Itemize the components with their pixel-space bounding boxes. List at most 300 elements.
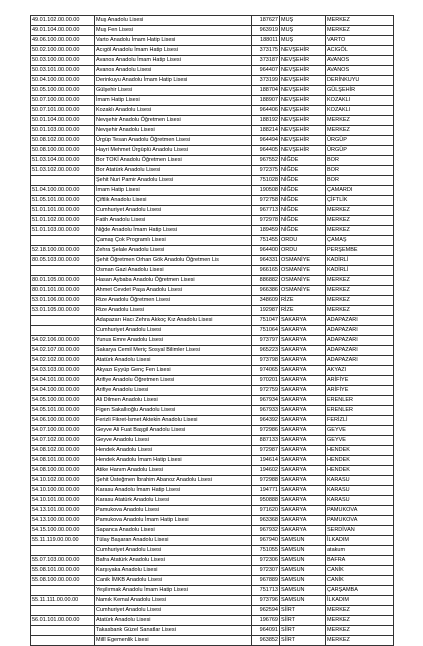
school-code-cell	[31, 586, 95, 596]
table-row	[31, 106, 394, 116]
district-cell: AVANOS	[326, 66, 394, 76]
province-cell: SAKARYA	[280, 516, 326, 526]
school-name-cell: İmam Hatip Lisesi	[95, 186, 252, 196]
school-name-cell: Pamukova Anadolu Lisesi	[95, 506, 252, 516]
province-cell: SAKARYA	[280, 386, 326, 396]
province-cell: MUŞ	[280, 16, 326, 26]
institution-number-cell: 964406	[252, 106, 280, 116]
table-row	[31, 496, 394, 506]
province-cell: SAKARYA	[280, 356, 326, 366]
district-cell: MERKEZ	[326, 276, 394, 286]
institution-number-cell: 966386	[252, 286, 280, 296]
district-cell: KARASU	[326, 486, 394, 496]
district-cell: KADİRLİ	[326, 256, 394, 266]
district-cell: ÇİFTLİK	[326, 196, 394, 206]
district-cell: MERKEZ	[326, 16, 394, 26]
province-cell: NEVŞEHİR	[280, 56, 326, 66]
institution-number-cell: 194614	[252, 456, 280, 466]
institution-number-cell: 373199	[252, 76, 280, 86]
institution-number-cell: 972988	[252, 476, 280, 486]
institution-number-cell: 967552	[252, 156, 280, 166]
school-name-cell: Karasu Anadolu İmam Hatip Lisesi	[95, 486, 252, 496]
district-cell: HENDEK	[326, 466, 394, 476]
district-cell: KOZAKLI	[326, 106, 394, 116]
institution-number-cell: 950888	[252, 496, 280, 506]
school-code-cell: 80.05.103.00.00.00	[31, 256, 95, 266]
table-row	[31, 416, 394, 426]
province-cell: SAMSUN	[280, 546, 326, 556]
province-cell: SAKARYA	[280, 346, 326, 356]
district-cell: MERKEZ	[326, 286, 394, 296]
school-name-cell: Atatürk Anadolu Lisesi	[95, 616, 252, 626]
district-cell: ADAPAZARI	[326, 356, 394, 366]
institution-number-cell: 967940	[252, 536, 280, 546]
table-row	[31, 366, 394, 376]
province-cell: SAKARYA	[280, 506, 326, 516]
school-code-cell	[31, 176, 95, 186]
school-code-cell: 54.02.106.00.00.00	[31, 336, 95, 346]
district-cell: ÜRGÜP	[326, 146, 394, 156]
school-name-cell: Muş Fen Lisesi	[95, 26, 252, 36]
table-row	[31, 626, 394, 636]
school-name-cell: Cumhuriyet Anadolu Lisesi	[95, 206, 252, 216]
institution-number-cell: 194771	[252, 486, 280, 496]
table-row	[31, 66, 394, 76]
province-cell: NİĞDE	[280, 186, 326, 196]
province-cell: SİİRT	[280, 636, 326, 646]
institution-number-cell: 751455	[252, 236, 280, 246]
table-row	[31, 476, 394, 486]
province-cell: SAKARYA	[280, 366, 326, 376]
district-cell: SERDİVAN	[326, 526, 394, 536]
table-row	[31, 86, 394, 96]
institution-number-cell: 967932	[252, 526, 280, 536]
table-row	[31, 636, 394, 646]
institution-number-cell: 751028	[252, 176, 280, 186]
province-cell: SAKARYA	[280, 376, 326, 386]
table-row	[31, 566, 394, 576]
school-name-cell: Sakarya Cemil Meriç Sosyal Bilimler Lisesi	[95, 346, 252, 356]
school-code-cell: 54.07.100.00.00.00	[31, 426, 95, 436]
school-code-cell	[31, 326, 95, 336]
institution-number-cell: 190508	[252, 186, 280, 196]
table-row	[31, 256, 394, 266]
school-code-cell: 54.10.101.00.00.00	[31, 496, 95, 506]
district-cell: AKYAZI	[326, 366, 394, 376]
table-row	[31, 616, 394, 626]
school-name-cell: Takasbank Güzel Sanatlar Lisesi	[95, 626, 252, 636]
table-row	[31, 506, 394, 516]
table-row	[31, 96, 394, 106]
province-cell: NEVŞEHİR	[280, 66, 326, 76]
institution-number-cell: 964405	[252, 146, 280, 156]
table-row	[31, 516, 394, 526]
table-row	[31, 576, 394, 586]
school-name-cell: Hendek Anadolu Lisesi	[95, 446, 252, 456]
school-code-cell	[31, 606, 95, 616]
school-name-cell: Niğde Anadolu İmam Hatip Lisesi	[95, 226, 252, 236]
province-cell: NİĞDE	[280, 196, 326, 206]
table-row	[31, 196, 394, 206]
school-code-cell: 55.11.119.00.00.00	[31, 536, 95, 546]
province-cell: NEVŞEHİR	[280, 106, 326, 116]
district-cell: ACIGÖL	[326, 46, 394, 56]
table-row	[31, 236, 394, 246]
school-code-cell: 54.02.102.00.00.00	[31, 356, 95, 366]
table-row	[31, 336, 394, 346]
province-cell: SAMSUN	[280, 536, 326, 546]
school-name-cell: Şehit Üsteğmen İbrahim Abanoz Anadolu Lisesi	[95, 476, 252, 486]
district-cell: ADAPAZARI	[326, 326, 394, 336]
province-cell: SAKARYA	[280, 446, 326, 456]
province-cell: MUŞ	[280, 36, 326, 46]
province-cell: NEVŞEHİR	[280, 96, 326, 106]
institution-number-cell: 964407	[252, 66, 280, 76]
table-row	[31, 146, 394, 156]
district-cell: PAMUKOVA	[326, 516, 394, 526]
province-cell: RİZE	[280, 296, 326, 306]
district-cell: HENDEK	[326, 446, 394, 456]
institution-number-cell: 373175	[252, 46, 280, 56]
school-name-cell: Cumhuriyet Anadolu Lisesi	[95, 326, 252, 336]
province-cell: RİZE	[280, 306, 326, 316]
district-cell: KARASU	[326, 476, 394, 486]
province-cell: SAMSUN	[280, 566, 326, 576]
district-cell: PERŞEMBE	[326, 246, 394, 256]
district-cell: ERENLER	[326, 406, 394, 416]
school-name-cell: Hasan Aybaba Anadolu Öğretmen Lisesi	[95, 276, 252, 286]
district-cell: ADAPAZARI	[326, 336, 394, 346]
province-cell: OSMANİYE	[280, 256, 326, 266]
school-code-cell	[31, 316, 95, 326]
province-cell: SAKARYA	[280, 476, 326, 486]
school-table-body	[31, 16, 394, 646]
table-row	[31, 606, 394, 616]
institution-number-cell: 967933	[252, 406, 280, 416]
school-code-cell: 80.01.105.00.00.00	[31, 276, 95, 286]
institution-number-cell: 751713	[252, 586, 280, 596]
province-cell: SAMSUN	[280, 586, 326, 596]
school-code-cell: 54.05.100.00.00.00	[31, 396, 95, 406]
district-cell: BOR	[326, 166, 394, 176]
province-cell: SAKARYA	[280, 466, 326, 476]
school-code-cell: 51.01.102.00.00.00	[31, 216, 95, 226]
institution-number-cell: 972307	[252, 566, 280, 576]
school-code-cell: 54.10.102.00.00.00	[31, 476, 95, 486]
institution-number-cell: 188192	[252, 116, 280, 126]
school-code-cell: 53.01.105.00.00.00	[31, 306, 95, 316]
school-name-cell: Tülay Başaran Anadolu Lisesi	[95, 536, 252, 546]
institution-number-cell: 886882	[252, 276, 280, 286]
province-cell: NİĞDE	[280, 156, 326, 166]
school-code-cell: 54.06.100.00.00.00	[31, 416, 95, 426]
school-code-cell: 80.01.101.00.00.00	[31, 286, 95, 296]
institution-number-cell: 964331	[252, 256, 280, 266]
school-code-cell: 54.04.101.00.00.00	[31, 376, 95, 386]
table-row	[31, 176, 394, 186]
school-name-cell: Rize Anadolu Öğretmen Lisesi	[95, 296, 252, 306]
province-cell: NEVŞEHİR	[280, 46, 326, 56]
table-row	[31, 396, 394, 406]
table-row	[31, 326, 394, 336]
school-code-cell: 50.03.100.00.00.00	[31, 56, 95, 66]
school-code-cell	[31, 626, 95, 636]
institution-number-cell: 751055	[252, 546, 280, 556]
school-name-cell: Millî Egemenlik Lisesi	[95, 636, 252, 646]
district-cell: BAFRA	[326, 556, 394, 566]
province-cell: SİİRT	[280, 616, 326, 626]
institution-number-cell: 373187	[252, 56, 280, 66]
institution-number-cell: 188011	[252, 36, 280, 46]
institution-number-cell: 963852	[252, 636, 280, 646]
institution-number-cell: 189459	[252, 226, 280, 236]
school-code-cell: 50.07.100.00.00.00	[31, 96, 95, 106]
district-cell: MERKEZ	[326, 606, 394, 616]
province-cell: SAKARYA	[280, 396, 326, 406]
institution-number-cell: 967889	[252, 576, 280, 586]
district-cell: ÇAMARDI	[326, 186, 394, 196]
institution-number-cell: 188704	[252, 86, 280, 96]
school-code-cell: 54.13.101.00.00.00	[31, 506, 95, 516]
table-row	[31, 296, 394, 306]
table-row	[31, 346, 394, 356]
school-code-cell: 56.01.101.00.00.00	[31, 616, 95, 626]
table-row	[31, 56, 394, 66]
school-code-cell: 50.04.100.00.00.00	[31, 76, 95, 86]
table-row	[31, 46, 394, 56]
table-row	[31, 286, 394, 296]
province-cell: SAKARYA	[280, 316, 326, 326]
table-row	[31, 306, 394, 316]
province-cell: NİĞDE	[280, 206, 326, 216]
district-cell: ÇARŞAMBA	[326, 586, 394, 596]
province-cell: SAKARYA	[280, 326, 326, 336]
district-cell: GÜLŞEHİR	[326, 86, 394, 96]
district-cell: PAMUKOVA	[326, 506, 394, 516]
province-cell: OSMANİYE	[280, 276, 326, 286]
district-cell: VARTO	[326, 36, 394, 46]
province-cell: NEVŞEHİR	[280, 146, 326, 156]
school-name-cell: Atatürk Anadolu Lisesi	[95, 356, 252, 366]
table-row	[31, 246, 394, 256]
school-code-cell: 51.03.102.00.00.00	[31, 166, 95, 176]
school-name-cell: Yeşilırmak Anadolu İmam Hatip Lisesi	[95, 586, 252, 596]
district-cell: FERİZLİ	[326, 416, 394, 426]
school-name-cell: Canik İMKB Anadolu Lisesi	[95, 576, 252, 586]
school-name-cell: Gülşehir Lisesi	[95, 86, 252, 96]
school-code-cell	[31, 236, 95, 246]
school-name-cell: Namık Kemal Anadolu Lisesi	[95, 596, 252, 606]
institution-number-cell: 973797	[252, 336, 280, 346]
institution-number-cell: 194602	[252, 466, 280, 476]
table-row	[31, 16, 394, 26]
province-cell: SİİRT	[280, 606, 326, 616]
district-cell: BOR	[326, 176, 394, 186]
school-name-cell: Atike Hanım Anadolu Lisesi	[95, 466, 252, 476]
institution-number-cell: 188907	[252, 96, 280, 106]
table-row	[31, 206, 394, 216]
province-cell: NİĞDE	[280, 176, 326, 186]
institution-number-cell: 964494	[252, 136, 280, 146]
institution-number-cell: 963368	[252, 516, 280, 526]
table-row	[31, 526, 394, 536]
school-name-cell: Pamukova Anadolu İmam Hatip Lisesi	[95, 516, 252, 526]
school-name-cell: İmam Hatip Lisesi	[95, 96, 252, 106]
institution-number-cell: 966165	[252, 266, 280, 276]
table-row	[31, 406, 394, 416]
province-cell: OSMANİYE	[280, 266, 326, 276]
school-code-cell: 50.01.104.00.00.00	[31, 116, 95, 126]
table-row	[31, 586, 394, 596]
institution-number-cell: 972306	[252, 556, 280, 566]
province-cell: SAKARYA	[280, 436, 326, 446]
table-row	[31, 226, 394, 236]
school-code-cell	[31, 636, 95, 646]
school-name-cell: Ürgüp Tesan Anadolu Öğretmen Lisesi	[95, 136, 252, 146]
school-code-cell: 55.08.101.00.00.00	[31, 566, 95, 576]
district-cell: MERKEZ	[326, 636, 394, 646]
school-name-cell: Hendek Anadolu İmam Hatip Lisesi	[95, 456, 252, 466]
province-cell: SAKARYA	[280, 426, 326, 436]
district-cell: MERKEZ	[326, 206, 394, 216]
school-code-cell: 51.04.100.00.00.00	[31, 186, 95, 196]
school-code-cell: 49.01.102.00.00.00	[31, 16, 95, 26]
table-row	[31, 466, 394, 476]
district-cell: ÇAMAŞ	[326, 236, 394, 246]
school-code-cell: 53.01.106.00.00.00	[31, 296, 95, 306]
table-row	[31, 76, 394, 86]
district-cell: ARİFİYE	[326, 376, 394, 386]
school-name-cell: Kozaklı Anadolu Lisesi	[95, 106, 252, 116]
district-cell: MERKEZ	[326, 306, 394, 316]
district-cell: MERKEZ	[326, 616, 394, 626]
table-row	[31, 546, 394, 556]
school-name-cell: Avanos Anadolu Lisesi	[95, 66, 252, 76]
school-name-cell: Çiftlik Anadolu Lisesi	[95, 196, 252, 206]
school-code-cell: 54.08.100.00.00.00	[31, 466, 95, 476]
institution-number-cell: 348609	[252, 296, 280, 306]
district-cell: GEYVE	[326, 426, 394, 436]
school-code-cell	[31, 546, 95, 556]
school-name-cell: Bafra Atatürk Anadolu Lisesi	[95, 556, 252, 566]
institution-number-cell: 962594	[252, 606, 280, 616]
school-code-cell: 54.03.103.00.00.00	[31, 366, 95, 376]
district-cell: atakum	[326, 546, 394, 556]
institution-number-cell: 964392	[252, 416, 280, 426]
province-cell: SAKARYA	[280, 486, 326, 496]
province-cell: SAKARYA	[280, 416, 326, 426]
institution-number-cell: 972987	[252, 446, 280, 456]
province-cell: SAMSUN	[280, 576, 326, 586]
institution-number-cell: 963919	[252, 26, 280, 36]
table-row	[31, 166, 394, 176]
table-row	[31, 36, 394, 46]
school-name-cell: Zehra Şelale Anadolu Lisesi	[95, 246, 252, 256]
district-cell: MERKEZ	[326, 296, 394, 306]
school-name-cell: Rize Anadolu Lisesi	[95, 306, 252, 316]
table-row	[31, 276, 394, 286]
school-name-cell: Akyazı Eyyüp Genç Fen Lisesi	[95, 366, 252, 376]
school-code-cell: 54.10.100.00.00.00	[31, 486, 95, 496]
school-name-cell: Hayri Mehmet Ürgüplü Anadolu Lisesi	[95, 146, 252, 156]
school-code-cell: 54.07.102.00.00.00	[31, 436, 95, 446]
school-name-cell: Cumhuriyet Anadolu Lisesi	[95, 546, 252, 556]
school-name-cell: Şehit Nuri Pamir Anadolu Lisesi	[95, 176, 252, 186]
school-name-cell: Karşıyaka Anadolu Lisesi	[95, 566, 252, 576]
school-code-cell	[31, 266, 95, 276]
school-code-cell: 51.01.103.00.00.00	[31, 226, 95, 236]
district-cell: ADAPAZARI	[326, 346, 394, 356]
province-cell: NEVŞEHİR	[280, 136, 326, 146]
table-row	[31, 446, 394, 456]
institution-number-cell: 973798	[252, 356, 280, 366]
school-code-cell: 50.07.101.00.00.00	[31, 106, 95, 116]
district-cell: DERİNKUYU	[326, 76, 394, 86]
table-row	[31, 316, 394, 326]
district-cell: ERENLER	[326, 396, 394, 406]
school-code-cell: 50.01.103.00.00.00	[31, 126, 95, 136]
school-name-cell: Varto Anadolu İmam Hatip Lisesi	[95, 36, 252, 46]
district-cell: KARASU	[326, 496, 394, 506]
district-cell: İLKADIM	[326, 536, 394, 546]
district-cell: BOR	[326, 156, 394, 166]
institution-number-cell: 196769	[252, 616, 280, 626]
institution-number-cell: 192987	[252, 306, 280, 316]
school-name-cell: Ali Dilmen Anadolu Lisesi	[95, 396, 252, 406]
school-name-cell: Acıgöl Anadolu İmam Hatip Lisesi	[95, 46, 252, 56]
institution-number-cell: 887133	[252, 436, 280, 446]
institution-number-cell: 972375	[252, 166, 280, 176]
province-cell: NİĞDE	[280, 216, 326, 226]
district-cell: ARİFİYE	[326, 386, 394, 396]
table-row	[31, 126, 394, 136]
school-list-sheet	[30, 15, 393, 646]
institution-number-cell: 751064	[252, 326, 280, 336]
school-code-cell: 54.08.102.00.00.00	[31, 446, 95, 456]
school-code-cell: 54.02.107.00.00.00	[31, 346, 95, 356]
province-cell: NEVŞEHİR	[280, 76, 326, 86]
province-cell: ORDU	[280, 236, 326, 246]
institution-number-cell: 967934	[252, 396, 280, 406]
province-cell: SAKARYA	[280, 406, 326, 416]
district-cell: AVANOS	[326, 56, 394, 66]
table-row	[31, 266, 394, 276]
school-code-cell: 50.02.100.00.00.00	[31, 46, 95, 56]
table-row	[31, 26, 394, 36]
province-cell: NEVŞEHİR	[280, 116, 326, 126]
province-cell: SAMSUN	[280, 596, 326, 606]
school-code-cell: 55.11.111.00.00.00	[31, 596, 95, 606]
school-name-cell: Adapazarı Hacı Zehra Akkoç Kız Anadolu Lisesi	[95, 316, 252, 326]
school-name-cell: Bor Atatürk Anadolu Lisesi	[95, 166, 252, 176]
district-cell: MERKEZ	[326, 626, 394, 636]
school-name-cell: Osman Gazi Anadolu Lisesi	[95, 266, 252, 276]
table-row	[31, 216, 394, 226]
school-code-cell: 54.04.100.00.00.00	[31, 386, 95, 396]
school-name-cell: Cumhuriyet Anadolu Lisesi	[95, 606, 252, 616]
district-cell: ADAPAZARI	[326, 316, 394, 326]
province-cell: SAKARYA	[280, 526, 326, 536]
school-code-cell: 50.08.102.00.00.00	[31, 136, 95, 146]
district-cell: MERKEZ	[326, 26, 394, 36]
school-name-cell: Ahmet Cevdet Paşa Anadolu Lisesi	[95, 286, 252, 296]
school-code-cell: 50.08.100.00.00.00	[31, 146, 95, 156]
province-cell: SAKARYA	[280, 456, 326, 466]
table-row	[31, 556, 394, 566]
district-cell: MERKEZ	[326, 116, 394, 126]
school-code-cell: 50.03.101.00.00.00	[31, 66, 95, 76]
district-cell: İLKADIM	[326, 596, 394, 606]
